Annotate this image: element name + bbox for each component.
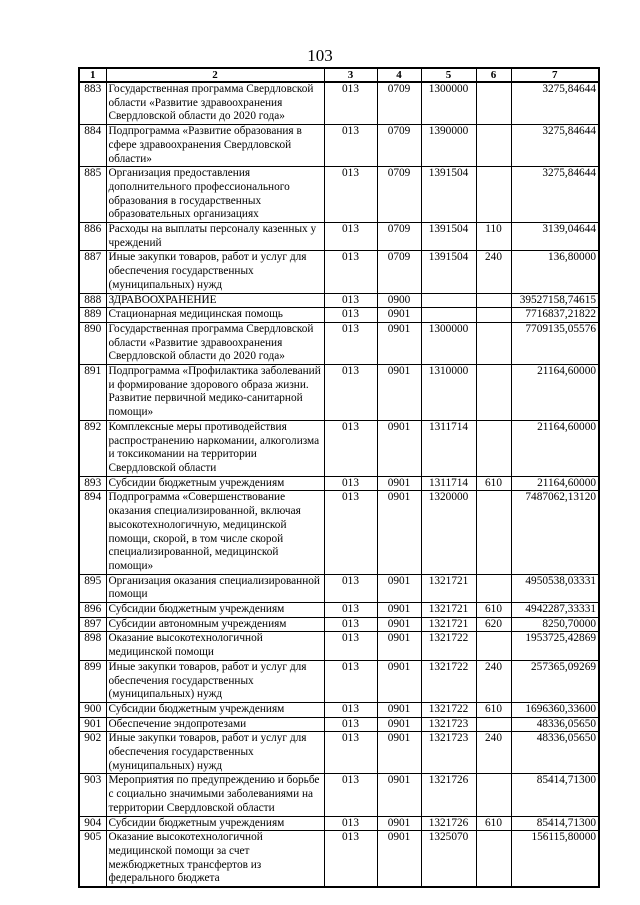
row-expense-type-code: 610	[476, 476, 511, 491]
row-number: 903	[79, 774, 106, 816]
table-row	[79, 420, 599, 476]
row-expense-type-code	[476, 831, 511, 887]
row-target-code: 1311714	[421, 476, 476, 491]
row-section-code: 0901	[377, 617, 421, 632]
row-ministry-code: 013	[324, 632, 377, 660]
row-ministry-code: 013	[324, 617, 377, 632]
row-expense-type-code	[476, 82, 511, 125]
header-col-7: 7	[511, 68, 599, 82]
row-name: Субсидии бюджетным учреждениям	[106, 816, 324, 831]
row-section-code: 0709	[377, 223, 421, 251]
row-number: 904	[79, 816, 106, 831]
row-name: Иные закупки товаров, работ и услуг для обеспечения государственных (муниципальных) нужд	[106, 251, 324, 293]
row-ministry-code: 013	[324, 251, 377, 293]
row-target-code: 1311714	[421, 420, 476, 476]
row-target-code: 1390000	[421, 125, 476, 167]
row-section-code: 0709	[377, 125, 421, 167]
budget-table	[78, 67, 600, 888]
row-amount: 48336,05650	[511, 717, 599, 732]
row-number: 900	[79, 702, 106, 717]
row-section-code: 0901	[377, 476, 421, 491]
row-amount: 21164,60000	[511, 420, 599, 476]
row-section-code: 0901	[377, 491, 421, 574]
row-ministry-code: 013	[324, 732, 377, 774]
row-name: Расходы на выплаты персоналу казенных у чреждений	[106, 223, 324, 251]
row-section-code: 0901	[377, 660, 421, 702]
row-section-code: 0901	[377, 308, 421, 323]
table-row	[79, 167, 599, 223]
row-section-code: 0709	[377, 167, 421, 223]
row-ministry-code: 013	[324, 167, 377, 223]
row-target-code: 1300000	[421, 82, 476, 125]
table-row	[79, 82, 599, 125]
table-row	[79, 617, 599, 632]
row-amount: 8250,70000	[511, 617, 599, 632]
row-ministry-code: 013	[324, 574, 377, 602]
row-amount: 1696360,33600	[511, 702, 599, 717]
row-expense-type-code	[476, 293, 511, 308]
row-number: 886	[79, 223, 106, 251]
row-target-code: 1321721	[421, 603, 476, 618]
row-name: Оказание высокотехнологичной медицинской помощи	[106, 632, 324, 660]
row-amount: 7487062,13120	[511, 491, 599, 574]
row-name: Стационарная медицинская помощь	[106, 308, 324, 323]
row-number: 890	[79, 322, 106, 364]
row-expense-type-code	[476, 125, 511, 167]
table-row	[79, 491, 599, 574]
row-section-code: 0901	[377, 732, 421, 774]
row-ministry-code: 013	[324, 223, 377, 251]
row-ministry-code: 013	[324, 603, 377, 618]
row-target-code: 1321723	[421, 717, 476, 732]
header-col-6: 6	[476, 68, 511, 82]
row-name: Обеспечение эндопротезами	[106, 717, 324, 732]
row-amount: 3275,84644	[511, 125, 599, 167]
row-expense-type-code	[476, 365, 511, 421]
row-ministry-code: 013	[324, 702, 377, 717]
row-number: 885	[79, 167, 106, 223]
row-amount: 21164,60000	[511, 365, 599, 421]
row-number: 884	[79, 125, 106, 167]
row-ministry-code: 013	[324, 308, 377, 323]
row-amount: 39527158,74615	[511, 293, 599, 308]
row-amount: 48336,05650	[511, 732, 599, 774]
table-row	[79, 732, 599, 774]
row-target-code: 1321722	[421, 632, 476, 660]
table-row	[79, 322, 599, 364]
table-row	[79, 831, 599, 887]
row-section-code: 0901	[377, 420, 421, 476]
row-expense-type-code: 610	[476, 702, 511, 717]
row-expense-type-code: 620	[476, 617, 511, 632]
row-number: 893	[79, 476, 106, 491]
table-row	[79, 816, 599, 831]
row-name: Государственная программа Свердловской области «Развитие здравоохранения Свердловской области до 2020 года»	[106, 322, 324, 364]
row-target-code: 1321726	[421, 774, 476, 816]
row-name: Субсидии автономным учреждениям	[106, 617, 324, 632]
row-name: Подпрограмма «Профилактика заболеваний и формирование здорового образа жизни. Развитие первичной медико-санитарной помощи»	[106, 365, 324, 421]
row-target-code: 1321721	[421, 617, 476, 632]
row-ministry-code: 013	[324, 717, 377, 732]
table-row	[79, 476, 599, 491]
row-ministry-code: 013	[324, 322, 377, 364]
row-number: 896	[79, 603, 106, 618]
header-col-3: 3	[324, 68, 377, 82]
row-target-code: 1391504	[421, 223, 476, 251]
row-section-code: 0709	[377, 251, 421, 293]
row-expense-type-code	[476, 491, 511, 574]
page-number: 103	[307, 46, 333, 65]
row-section-code: 0900	[377, 293, 421, 308]
row-expense-type-code	[476, 632, 511, 660]
row-name: Субсидии бюджетным учреждениям	[106, 476, 324, 491]
row-target-code: 1321726	[421, 816, 476, 831]
row-target-code	[421, 308, 476, 323]
table-row	[79, 223, 599, 251]
row-section-code: 0709	[377, 82, 421, 125]
row-section-code: 0901	[377, 574, 421, 602]
row-target-code: 1321721	[421, 574, 476, 602]
row-name: Государственная программа Свердловской области «Развитие здравоохранения Свердловской области до 2020 года»	[106, 82, 324, 125]
table-row	[79, 365, 599, 421]
row-number: 894	[79, 491, 106, 574]
row-amount: 4950538,03331	[511, 574, 599, 602]
row-expense-type-code: 610	[476, 603, 511, 618]
row-target-code: 1320000	[421, 491, 476, 574]
row-name: Мероприятия по предупреждению и борьбе с социально значимыми заболеваниями на территории Свердловской области	[106, 774, 324, 816]
row-number: 891	[79, 365, 106, 421]
table-row	[79, 632, 599, 660]
row-ministry-code: 013	[324, 816, 377, 831]
row-name: Подпрограмма «Развитие образования в сфере здравоохранения Свердловской области»	[106, 125, 324, 167]
header-col-1: 1	[79, 68, 106, 82]
row-expense-type-code	[476, 308, 511, 323]
row-target-code: 1321722	[421, 660, 476, 702]
header-col-4: 4	[377, 68, 421, 82]
row-name: Оказание высокотехнологичной медицинской помощи за счет межбюджетных трансфертов из федерального бюджета	[106, 831, 324, 887]
row-section-code: 0901	[377, 322, 421, 364]
row-ministry-code: 013	[324, 125, 377, 167]
row-target-code: 1300000	[421, 322, 476, 364]
row-ministry-code: 013	[324, 660, 377, 702]
table-row	[79, 251, 599, 293]
row-name: Субсидии бюджетным учреждениям	[106, 603, 324, 618]
row-section-code: 0901	[377, 632, 421, 660]
row-section-code: 0901	[377, 717, 421, 732]
row-number: 898	[79, 632, 106, 660]
row-target-code: 1391504	[421, 167, 476, 223]
row-amount: 3275,84644	[511, 167, 599, 223]
row-target-code	[421, 293, 476, 308]
row-name: Подпрограмма «Совершенствование оказания специализированной, включая высокотехнологичную, медицинской помощи, скорой, в том числе скорой специализированной, медицинской помощи»	[106, 491, 324, 574]
row-ministry-code: 013	[324, 476, 377, 491]
row-amount: 4942287,33331	[511, 603, 599, 618]
table-row	[79, 125, 599, 167]
row-amount: 257365,09269	[511, 660, 599, 702]
row-number: 887	[79, 251, 106, 293]
row-number: 901	[79, 717, 106, 732]
row-section-code: 0901	[377, 774, 421, 816]
row-number: 889	[79, 308, 106, 323]
row-expense-type-code	[476, 420, 511, 476]
row-amount: 136,80000	[511, 251, 599, 293]
row-target-code: 1391504	[421, 251, 476, 293]
row-name: Субсидии бюджетным учреждениям	[106, 702, 324, 717]
row-name: ЗДРАВООХРАНЕНИЕ	[106, 293, 324, 308]
row-section-code: 0901	[377, 816, 421, 831]
row-ministry-code: 013	[324, 420, 377, 476]
row-expense-type-code	[476, 574, 511, 602]
row-expense-type-code: 110	[476, 223, 511, 251]
row-expense-type-code	[476, 717, 511, 732]
row-section-code: 0901	[377, 831, 421, 887]
table-row	[79, 574, 599, 602]
table-row	[79, 308, 599, 323]
row-name: Комплексные меры противодействия распространению наркомании, алкоголизма и токсикомании на территории Свердловской области	[106, 420, 324, 476]
row-target-code: 1321722	[421, 702, 476, 717]
row-expense-type-code	[476, 167, 511, 223]
row-number: 883	[79, 82, 106, 125]
header-col-2: 2	[106, 68, 324, 82]
row-expense-type-code: 240	[476, 732, 511, 774]
table-row	[79, 293, 599, 308]
row-amount: 1953725,42869	[511, 632, 599, 660]
row-name: Организация предоставления дополнительного профессионального образования в государственных образовательных организациях	[106, 167, 324, 223]
row-target-code: 1310000	[421, 365, 476, 421]
row-target-code: 1321723	[421, 732, 476, 774]
row-section-code: 0901	[377, 603, 421, 618]
row-expense-type-code	[476, 322, 511, 364]
row-amount: 85414,71300	[511, 816, 599, 831]
row-name: Организация оказания специализированной помощи	[106, 574, 324, 602]
row-ministry-code: 013	[324, 491, 377, 574]
row-ministry-code: 013	[324, 82, 377, 125]
row-amount: 7709135,05576	[511, 322, 599, 364]
row-number: 897	[79, 617, 106, 632]
table-body	[79, 82, 599, 887]
row-amount: 3139,04644	[511, 223, 599, 251]
header-col-5: 5	[421, 68, 476, 82]
row-section-code: 0901	[377, 365, 421, 421]
row-amount: 7716837,21822	[511, 308, 599, 323]
row-number: 892	[79, 420, 106, 476]
row-ministry-code: 013	[324, 293, 377, 308]
row-amount: 85414,71300	[511, 774, 599, 816]
row-amount: 21164,60000	[511, 476, 599, 491]
table-row	[79, 774, 599, 816]
row-expense-type-code: 610	[476, 816, 511, 831]
row-amount: 156115,80000	[511, 831, 599, 887]
table-row	[79, 603, 599, 618]
row-ministry-code: 013	[324, 774, 377, 816]
row-section-code: 0901	[377, 702, 421, 717]
table-row	[79, 717, 599, 732]
row-number: 895	[79, 574, 106, 602]
row-number: 899	[79, 660, 106, 702]
row-name: Иные закупки товаров, работ и услуг для обеспечения государственных (муниципальных) нужд	[106, 660, 324, 702]
row-expense-type-code: 240	[476, 660, 511, 702]
row-target-code: 1325070	[421, 831, 476, 887]
row-ministry-code: 013	[324, 831, 377, 887]
row-number: 902	[79, 732, 106, 774]
row-ministry-code: 013	[324, 365, 377, 421]
header-row	[79, 68, 599, 82]
row-expense-type-code	[476, 774, 511, 816]
table-row	[79, 660, 599, 702]
row-expense-type-code: 240	[476, 251, 511, 293]
row-name: Иные закупки товаров, работ и услуг для обеспечения государственных (муниципальных) нужд	[106, 732, 324, 774]
row-amount: 3275,84644	[511, 82, 599, 125]
table-row	[79, 702, 599, 717]
row-number: 888	[79, 293, 106, 308]
row-number: 905	[79, 831, 106, 887]
